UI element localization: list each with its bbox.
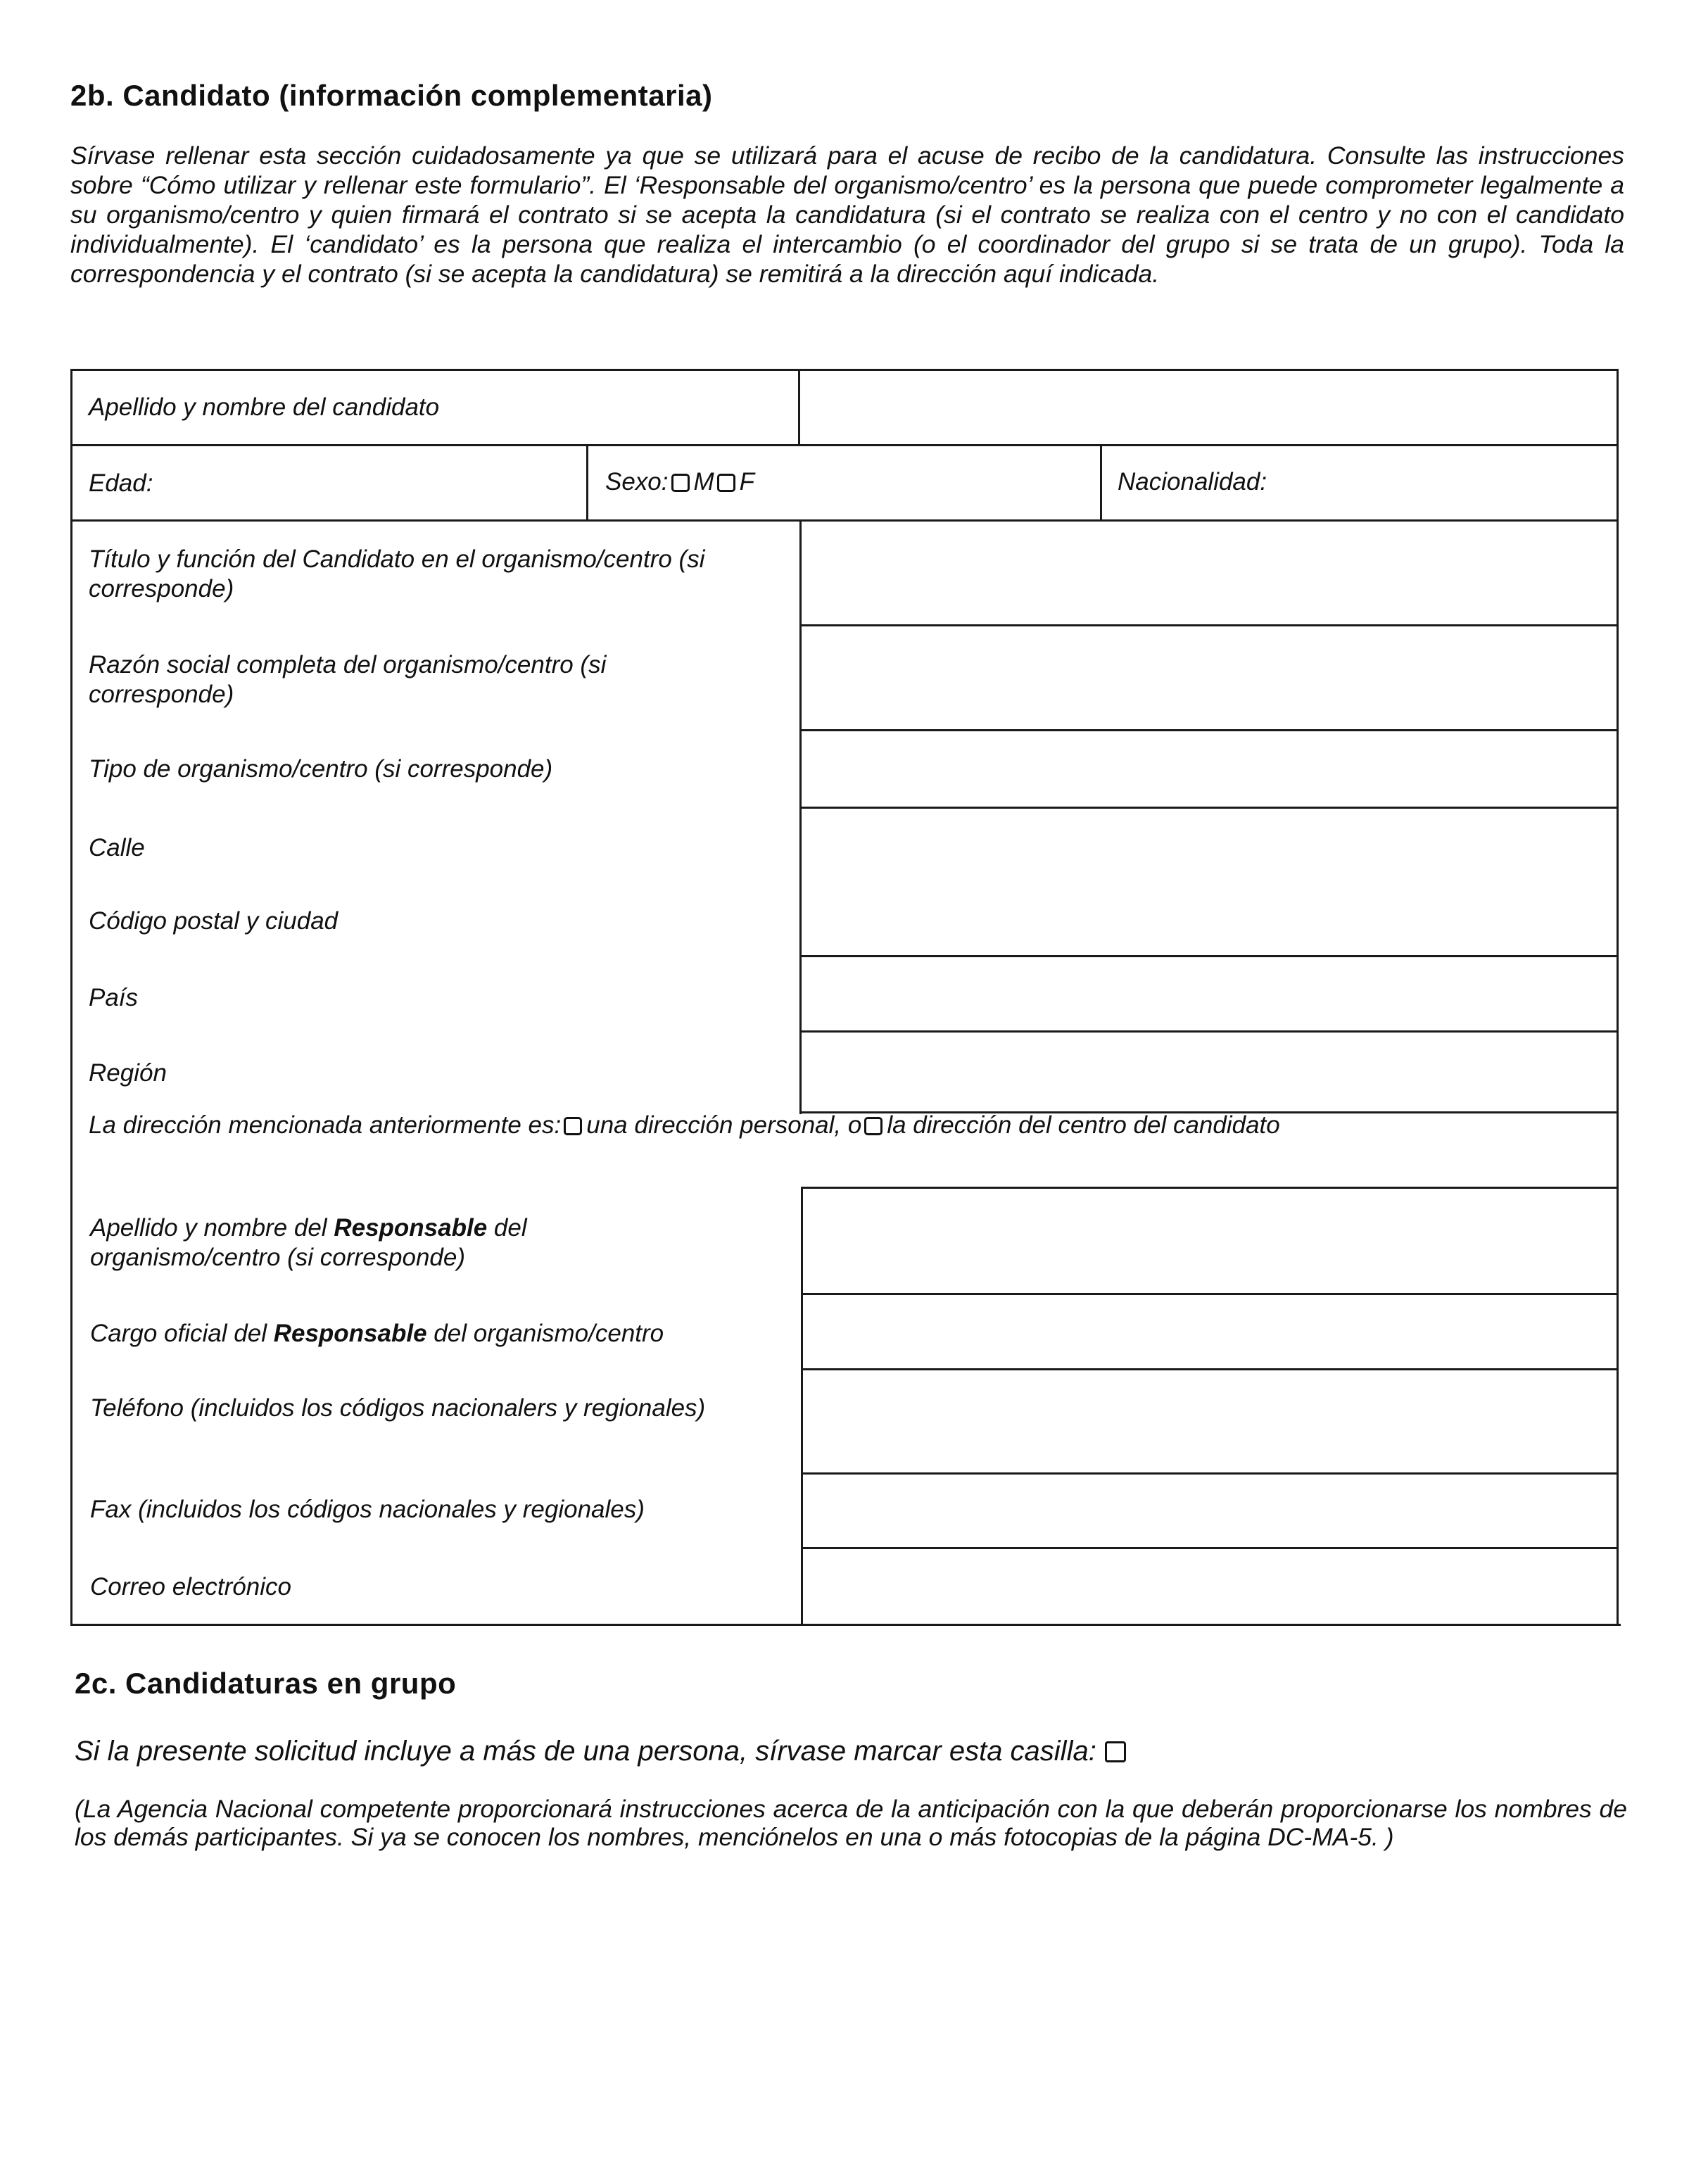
position-label-bold: Responsable: [273, 1320, 427, 1347]
email-field[interactable]: [803, 1549, 1617, 1624]
section-2c-title: 2c. Candidaturas en grupo: [75, 1667, 457, 1700]
country-label: País: [89, 984, 139, 1011]
region-label: Región: [89, 1059, 167, 1087]
responsible-name-field[interactable]: [803, 1189, 1617, 1293]
organization-name-label: Razón social completa del organismo/centro (si corresponde): [89, 651, 607, 708]
organization-type-field[interactable]: [802, 731, 1617, 807]
responsible-name-label: [90, 1213, 723, 1273]
position-label-pre: Cargo oficial del: [90, 1320, 267, 1347]
country-field[interactable]: [802, 957, 1617, 1030]
organization-name-field[interactable]: [802, 626, 1617, 729]
table-border-bottom: [70, 1624, 1621, 1626]
group-application-question: [75, 1734, 1651, 1768]
age-label: Edad:: [89, 469, 153, 497]
email-label: Correo electrónico: [90, 1573, 291, 1601]
organization-type-label: Tipo de organismo/centro (si corresponde): [89, 755, 553, 783]
center-address-label: la dirección del centro del candidato: [887, 1111, 1280, 1139]
center-address-checkbox[interactable]: [864, 1117, 883, 1135]
column-divider: [1100, 444, 1102, 520]
postcode-city-label: Código postal y ciudad: [89, 907, 339, 935]
nationality-field[interactable]: [1288, 446, 1615, 519]
responsible-position-field[interactable]: [803, 1295, 1617, 1368]
street-label: Calle: [89, 834, 145, 861]
personal-address-checkbox[interactable]: [564, 1117, 582, 1135]
sex-male-checkbox[interactable]: [671, 474, 690, 492]
title-function-field[interactable]: [802, 522, 1617, 624]
responsible-name-label-post: del organismo/centro (si corresponde): [90, 1214, 527, 1271]
responsible-position-label: [90, 1319, 664, 1349]
table-border-left: [70, 369, 72, 1626]
position-label-post: del organismo/centro: [434, 1320, 664, 1347]
responsible-name-label-pre: Apellido y nombre del: [90, 1214, 327, 1242]
fax-field[interactable]: [803, 1475, 1617, 1547]
street-postcode-field[interactable]: [802, 809, 1617, 955]
section-2b-instructions: Sírvase rellenar esta sección cuidadosamente ya que se utilizará para el acuse de recibo de la candidatura. Consulte las instrucciones sobre “Cómo utilizar y rellenar este formulario”. El ‘Responsable del organismo/centro’ es la persona que puede comprometer legalmente a su organismo/centro y quien firmará el contrato si se acepta la candidatura (si el contrato se realiza con el centro y no con el candidato individualmente). El ‘candidato’ es la persona que realiza el intercambio (o el coordinador del grupo si se trata de un grupo). Toda la correspondencia y el contrato (si se acepta la candidatura) se remitirá a la dirección aquí indicada.: [70, 141, 1624, 288]
phone-field[interactable]: [803, 1370, 1617, 1472]
region-field[interactable]: [802, 1033, 1617, 1111]
phone-label: Teléfono (incluidos los códigos nacionalers y regionales): [90, 1394, 706, 1422]
sex-female-checkbox[interactable]: [717, 474, 735, 492]
title-function-label: Título y función del Candidato en el organismo/centro (si corresponde): [89, 545, 705, 602]
age-field[interactable]: [176, 446, 584, 519]
candidate-name-label: Apellido y nombre del candidato: [89, 393, 440, 421]
fax-label: Fax (incluidos los códigos nacionales y regionales): [90, 1496, 645, 1523]
group-question-text: Si la presente solicitud incluye a más de una persona, sírvase marcar esta casilla:: [75, 1736, 1096, 1767]
responsible-bold: Responsable: [334, 1214, 488, 1242]
nationality-label: Nacionalidad:: [1118, 468, 1267, 495]
table-border-right: [1617, 369, 1619, 1626]
section-2b-title: 2b. Candidato (información complementaria): [70, 79, 713, 112]
group-application-note: (La Agencia Nacional competente proporcionará instrucciones acerca de la anticipación con la que deberán proporcionarse los nombres de los demás participantes. Si ya se conocen los nombres, menciónelos en una o más fotocopias de la página DC-MA-5. ): [75, 1795, 1627, 1851]
column-divider: [586, 444, 588, 520]
group-application-checkbox[interactable]: [1105, 1741, 1126, 1762]
address-type-label: La dirección mencionada anteriormente es:: [89, 1111, 562, 1139]
candidate-form-table: [70, 369, 1619, 1626]
candidate-name-field[interactable]: [800, 371, 1617, 444]
sex-label-text: Sexo:: [605, 468, 669, 495]
sex-male-label: M: [693, 468, 714, 495]
sex-female-label: F: [739, 468, 755, 495]
address-type-line: [89, 1111, 1280, 1140]
sex-label: [605, 467, 754, 497]
personal-address-label: una dirección personal, o: [586, 1111, 862, 1139]
